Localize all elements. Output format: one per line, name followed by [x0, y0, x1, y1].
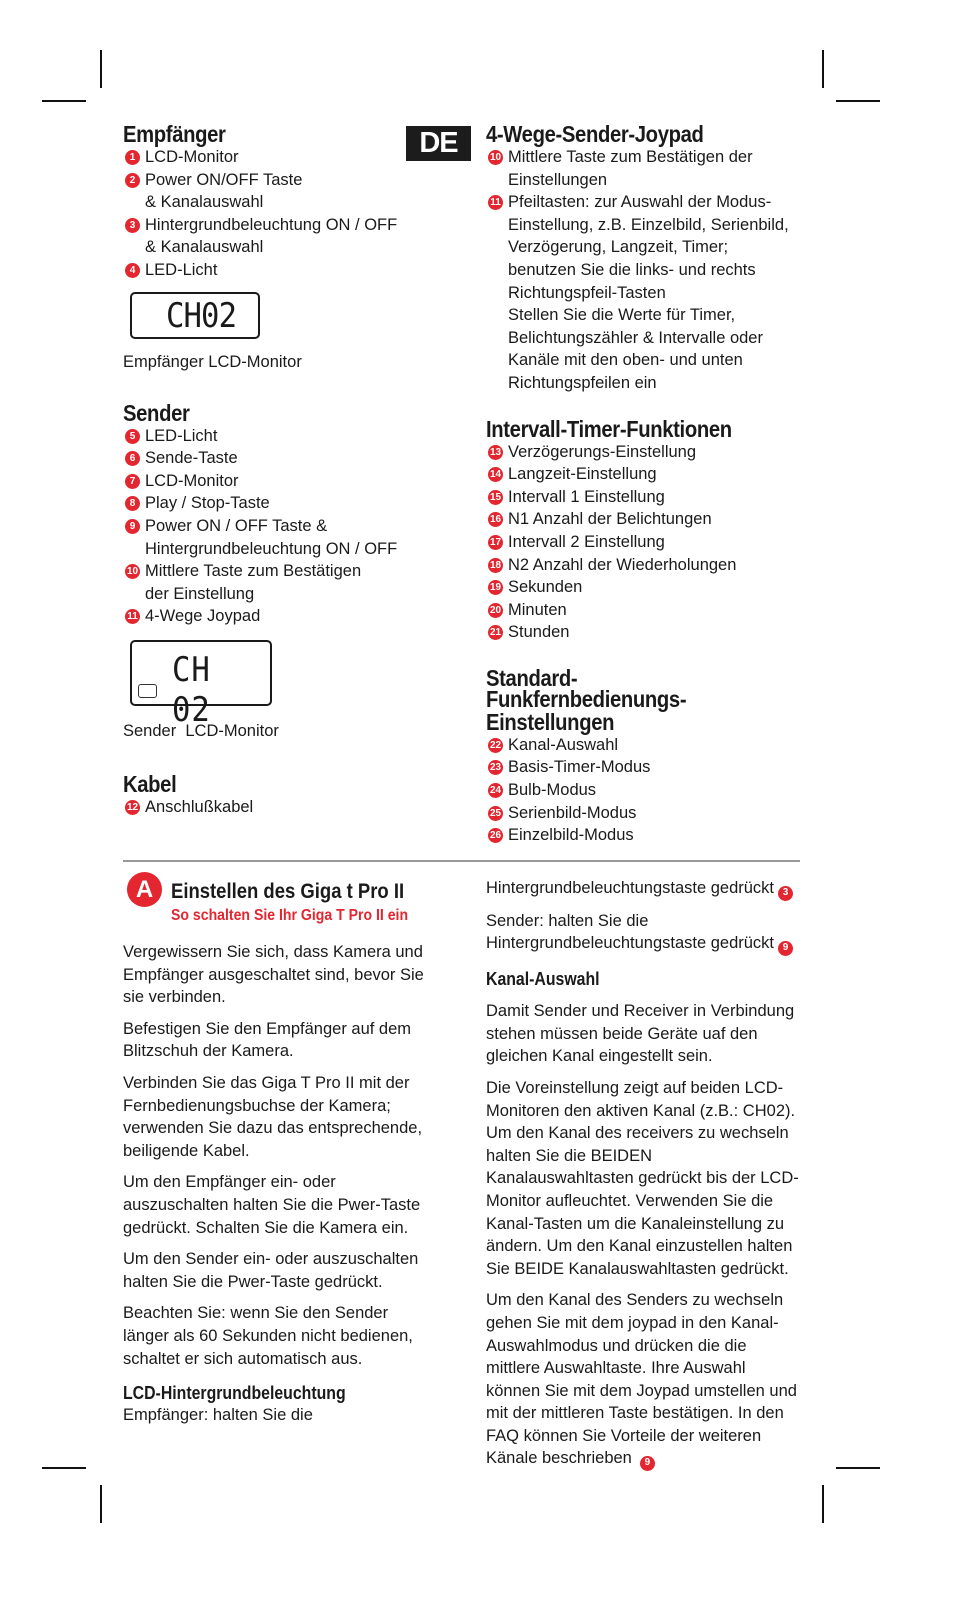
crop-mark [100, 50, 102, 88]
cable-list [123, 796, 433, 819]
callout-number: 9 [640, 1456, 655, 1471]
callout-number: 6 [125, 451, 140, 466]
callout-number: 4 [125, 263, 140, 278]
callout-number: 3 [778, 886, 793, 901]
callout-number: 10 [126, 566, 139, 578]
backlight-sender-line-2 [486, 932, 804, 956]
list-item [123, 169, 433, 214]
list-item-text: Hintergrundbeleuchtung ON / OFF & Kanalauswahl [145, 215, 398, 257]
list-item-text: Mittlere Taste zum Bestätigen der Einstellungen [508, 148, 753, 189]
callout-number: 3 [125, 218, 140, 233]
list-item-text: Sende-Taste [145, 449, 238, 468]
list-item [486, 621, 804, 644]
callout-number: 15 [489, 491, 502, 503]
callout-number: 21 [489, 627, 502, 639]
crop-mark [836, 1467, 880, 1469]
standard-title-3: Einstellungen [486, 708, 615, 735]
backlight-sender-text: Hintergrundbeleuchtungstaste gedrückt [486, 934, 775, 953]
channel-last-text: Um den Kanal des Senders zu wechseln gehen Sie mit dem joypad in den Kanal-Auswahlmodus und drücken die die mittlere Auswahltaste. Ihre Auswahl können Sie mit dem Joypad umstellen und mit der mittleren Taste bestätigen. In den FAQ können Sie Vorteile der weiteren Känale beschrieben [486, 1291, 797, 1468]
lcd-backlight-heading: LCD-Hintergrundbeleuchtung [123, 1383, 346, 1404]
list-item-text: Minuten [508, 600, 567, 619]
paragraph: Die Voreinstellung zeigt auf beiden LCD-Monitoren den aktiven Kanal (z.B.: CH02). Um den Kanal des receivers zu wechseln halten Sie die BEIDEN Kanalauswahltasten gedrückt bis der LCD-Monitor aufleuchtet. Verwenden Sie die Kanal-Tasten um die Kanaleinstellung zu ändern. Um den Kanal einzustellen halten Sie BEIDE Kanalauswahltasten gedrückt. [486, 1078, 799, 1278]
sender-lcd-indicator [138, 684, 157, 698]
list-item [486, 779, 804, 802]
list-item-text: Stunden [508, 623, 570, 642]
paragraph: Um den Empfänger ein- oder auszuschalten halten Sie die Pwer-Taste gedrückt. Schalten Sie die Kamera ein. [123, 1173, 421, 1237]
callout-number: 14 [489, 469, 502, 481]
sender-lcd [130, 640, 272, 730]
sender-lcd-text: CH 02 [172, 649, 211, 730]
joypad-title: 4-Wege-Sender-Joypad [486, 121, 704, 147]
right-column [486, 122, 804, 847]
list-item-text: Basis-Timer-Modus [508, 758, 651, 777]
list-item-text: N2 Anzahl der Wiederholungen [508, 555, 737, 574]
callout-number: 17 [489, 536, 502, 548]
list-item [123, 470, 433, 493]
list-item [486, 146, 804, 191]
receiver-title: Empfänger [123, 121, 226, 147]
cable-title: Kabel [123, 770, 177, 797]
crop-mark [42, 100, 86, 102]
sender-title: Sender [123, 399, 190, 426]
sectionA-subtitle: So schalten Sie Ihr Giga T Pro II ein [171, 907, 409, 924]
list-item-text: Power ON/OFF Taste & Kanalauswahl [145, 170, 303, 212]
channel-paragraphs [486, 1000, 804, 1280]
list-item-text: Anschlußkabel [145, 797, 254, 816]
list-item-text: 4-Wege Joypad [145, 607, 261, 626]
callout-number: 5 [125, 429, 140, 444]
section-divider [123, 860, 800, 862]
standard-title-1: Standard- [486, 664, 578, 691]
interval-title: Intervall-Timer-Funktionen [486, 415, 732, 442]
paragraph: Vergewissern Sie sich, dass Kamera und Empfänger ausgeschaltet sind, bevor Sie sie verbinden. [123, 943, 424, 1007]
list-item [486, 531, 804, 554]
sectionA-title: Einstellen des Giga t Pro II [171, 880, 405, 903]
list-item [123, 214, 433, 259]
standard-list [486, 734, 804, 847]
list-item-text: Serienbild-Modus [508, 803, 637, 822]
callout-number: 11 [125, 609, 140, 624]
list-item-text: Verzögerungs-Einstellung [508, 442, 697, 461]
list-item-text: Intervall 2 Einstellung [508, 532, 665, 551]
callout-number: 9 [125, 519, 140, 534]
callout-number: 16 [489, 514, 502, 526]
list-item-text: LED-Licht [145, 260, 218, 279]
crop-mark [836, 100, 880, 102]
section-badge: A [127, 872, 162, 907]
list-item-text: Intervall 1 Einstellung [508, 487, 665, 506]
paragraph: Verbinden Sie das Giga T Pro II mit der Fernbedienungsbuchse der Kamera; verwenden Sie dazu das entsprechende, beiligende Kabel. [123, 1073, 423, 1160]
list-item [486, 576, 804, 599]
list-item-text: Play / Stop-Taste [145, 494, 270, 513]
callout-number: 7 [125, 474, 140, 489]
sender-lcd-caption: Sender LCD-Monitor [123, 721, 279, 740]
list-item [486, 599, 804, 622]
paragraph: Beachten Sie: wenn Sie den Sender länger als 60 Sekunden nicht bedienen, schaltet er sich automatisch aus. [123, 1304, 413, 1368]
callout-number: 24 [489, 785, 502, 797]
backlight-receiver-text: Hintergrundbeleuchtungstaste gedrückt [486, 879, 775, 897]
list-item-text: LCD-Monitor [145, 471, 239, 490]
list-item-text: Langzeit-Einstellung [508, 465, 657, 484]
list-item-text: Mittlere Taste zum Bestätigen der Einstellung [145, 562, 362, 603]
list-item [123, 492, 433, 515]
standard-title-2: Funkfernbedienungs- [486, 685, 687, 712]
crop-mark [822, 50, 824, 88]
interval-list [486, 441, 804, 644]
list-item-text: LED-Licht [145, 426, 218, 445]
left-column [123, 122, 433, 819]
list-item [123, 425, 433, 448]
callout-number: 26 [489, 830, 502, 842]
backlight-receiver-line [486, 877, 804, 901]
list-item [486, 734, 804, 757]
receiver-lcd-text: CH02 [166, 295, 237, 336]
list-item [486, 802, 804, 825]
list-item-text: Sekunden [508, 578, 583, 597]
crop-mark [42, 1467, 86, 1469]
channel-heading: Kanal-Auswahl [486, 969, 600, 990]
list-item [123, 146, 433, 169]
channel-paragraph-last [486, 1289, 804, 1471]
lcd-backlight-line: Empfänger: halten Sie die [123, 1406, 313, 1425]
callout-number: 12 [126, 801, 139, 813]
paragraph: Befestigen Sie den Empfänger auf dem Blitzschuh der Kamera. [123, 1019, 412, 1061]
receiver-lcd-caption: Empfänger LCD-Monitor [123, 352, 302, 371]
callout-number: 18 [489, 559, 502, 571]
list-item [123, 605, 433, 628]
list-item [486, 463, 804, 486]
paragraph: Damit Sender und Receiver in Verbindung stehen müssen beide Geräte uaf den gleichen Kanal eingestellt sein. [486, 1002, 795, 1066]
list-item-text: Power ON / OFF Taste & Hintergrundbeleuchtung ON / OFF [145, 516, 398, 558]
list-item-text: LCD-Monitor [145, 148, 239, 166]
list-item-text: Kanal-Auswahl [508, 735, 619, 754]
language-tag: DE [406, 126, 471, 161]
list-item [123, 259, 433, 282]
paragraph: Um den Sender ein- oder auszuschalten halten Sie die Pwer-Taste gedrückt. [123, 1250, 419, 1291]
list-item [486, 486, 804, 509]
sectionA-right [486, 877, 804, 1471]
callout-number: 8 [125, 496, 140, 511]
callout-number: 10 [489, 152, 502, 163]
list-item-text: Einzelbild-Modus [508, 826, 634, 845]
callout-number: 19 [489, 582, 502, 594]
crop-mark [822, 1485, 824, 1523]
list-item [123, 796, 433, 819]
list-item-text: Bulb-Modus [508, 781, 597, 800]
callout-number: 23 [489, 762, 502, 774]
list-item [123, 447, 433, 470]
callout-number: 9 [778, 941, 793, 956]
list-item [123, 515, 433, 560]
backlight-sender-line-1: Sender: halten Sie die [486, 911, 649, 930]
callout-number: 2 [125, 173, 140, 188]
callout-number: 25 [489, 807, 502, 819]
list-item [486, 756, 804, 779]
joypad-list [486, 146, 804, 395]
list-item [486, 191, 804, 394]
callout-number: 22 [489, 739, 502, 751]
receiver-lcd [130, 292, 260, 339]
callout-number: 1 [125, 150, 140, 165]
list-item [486, 441, 804, 464]
callout-number: 20 [489, 604, 502, 616]
sectionA-paragraphs [123, 941, 435, 1370]
list-item [486, 824, 804, 847]
list-item-text: N1 Anzahl der Belichtungen [508, 510, 712, 529]
list-item [486, 508, 804, 531]
list-item-text: Pfeiltasten: zur Auswahl der Modus- Einstellung, z.B. Einzelbild, Serienbild, Verzögerung, Langzeit, Timer; benutzen Sie die links- und rechts Richtungspfeil-Tasten Stellen Sie die Werte für Timer, Belichtungszähler & Intervalle oder Kanäle mit den oben- und unten Richtungspfeilen ein [508, 193, 789, 392]
callout-number: 11 [488, 195, 503, 210]
list-item [123, 560, 433, 605]
receiver-list [123, 146, 433, 282]
list-item [486, 554, 804, 577]
callout-number: 13 [489, 446, 502, 458]
sender-list [123, 425, 433, 628]
sectionA-left [123, 941, 435, 1427]
crop-mark [100, 1485, 102, 1523]
